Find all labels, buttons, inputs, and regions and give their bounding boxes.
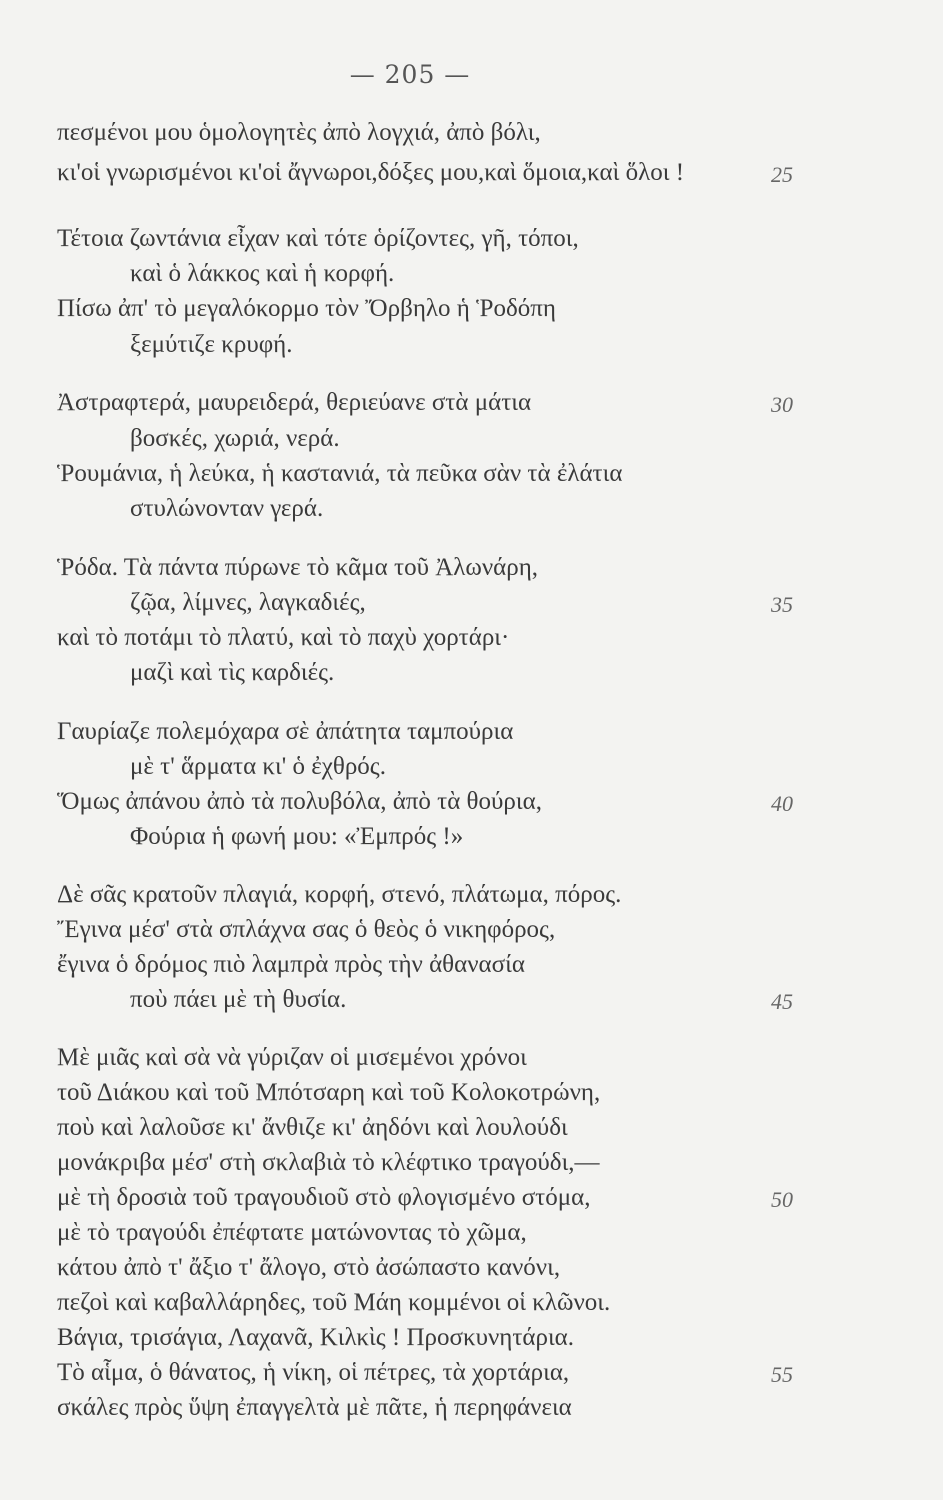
line-number: 55 xyxy=(771,1362,793,1387)
verse-line: Τὸ αἷμα, ὁ θάνατος, ἡ νίκη, οἱ πέτρες, τὰ χορτάρια, xyxy=(57,1359,570,1386)
verse-line: ξεμύτιζε κρυφή. xyxy=(130,331,293,358)
line-number: 30 xyxy=(771,392,793,417)
verse-line: Βάγια, τρισάγια, Λαχανᾶ, Κιλκὶς ! Προσκυνητάρια. xyxy=(57,1324,575,1351)
verse-line: τοῦ Διάκου καὶ τοῦ Μπότσαρη καὶ τοῦ Κολοκοτρώνη, xyxy=(57,1079,601,1106)
verse-line: μονάκριβα μέσ' στὴ σκλαβιὰ τὸ κλέφτικο τραγούδι,— xyxy=(57,1149,600,1176)
verse-line: μὲ τὸ τραγούδι ἐπέφτατε ματώνοντας τὸ χῶμα, xyxy=(57,1219,527,1246)
verse-line: ποὺ πάει μὲ τὴ θυσία. xyxy=(130,986,347,1013)
verse-line: Δὲ σᾶς κρατοῦν πλαγιά, κορφή, στενό, πλάτωμα, πόρος. xyxy=(57,881,622,908)
page-number: — 205 — xyxy=(349,60,471,89)
verse-line: μὲ τ' ἅρματα κι' ὁ ἐχθρός. xyxy=(130,753,386,780)
verse-line: Ἀστραφτερά, μαυρειδερά, θεριεύανε στὰ μάτια xyxy=(57,389,532,416)
verse-line: σκάλες πρὸς ὕψη ἐπαγγελτὰ μὲ πᾶτε, ἡ περηφάνεια xyxy=(57,1394,572,1421)
line-number: 25 xyxy=(771,162,793,187)
verse-line: μὲ τὴ δροσιὰ τοῦ τραγουδιοῦ στὸ φλογισμένο στόμα, xyxy=(57,1184,591,1211)
verse-line: καὶ τὸ ποτάμι τὸ πλατύ, καὶ τὸ παχὺ χορτάρι· xyxy=(57,624,510,651)
verse-line: Ὅμως ἀπάνου ἀπὸ τὰ πολυβόλα, ἀπὸ τὰ θούρια, xyxy=(57,788,542,815)
line-number: 40 xyxy=(771,791,793,816)
verse-line: κι'οἱ γνωρισμένοι κι'οἱ ἄγνωροι,δόξες μου,καὶ ὅμοια,καὶ ὅλοι ! xyxy=(57,159,685,186)
verse-line: μαζὶ καὶ τὶς καρδιές. xyxy=(130,659,335,686)
verse-line: κάτου ἀπὸ τ' ἄξιο τ' ἄλογο, στὸ ἀσώπαστο κανόνι, xyxy=(57,1254,561,1281)
verse-line: πεζοὶ καὶ καβαλλάρηδες, τοῦ Μάη κομμένοι οἱ κλῶνοι. xyxy=(57,1289,611,1316)
verse-line: καὶ ὁ λάκκος καὶ ἡ κορφή. xyxy=(130,260,395,287)
verse-line: Ἔγινα μέσ' στὰ σπλάχνα σας ὁ θεὸς ὁ νικηφόρος, xyxy=(57,916,556,943)
verse-line: Μὲ μιᾶς καὶ σὰ νὰ γύριζαν οἱ μισεμένοι χρόνοι xyxy=(57,1044,527,1071)
line-number: 45 xyxy=(771,989,793,1014)
verse-line: βοσκές, χωριά, νερά. xyxy=(130,425,340,452)
line-number: 50 xyxy=(771,1187,793,1212)
verse-line: Ῥουμάνια, ἡ λεύκα, ἡ καστανιά, τὰ πεῦκα σὰν τὰ ἐλάτια xyxy=(57,460,623,487)
verse-line: Φούρια ἡ φωνή μου: «Ἐμπρός !» xyxy=(130,823,464,850)
verse-line: Τέτοια ζωντάνια εἶχαν καὶ τότε ὁρίζοντες, γῆ, τόποι, xyxy=(57,225,579,252)
verse-line: Γαυρίαζε πολεμόχαρα σὲ ἀπάτητα ταμπούρια xyxy=(57,718,514,745)
verse-line: ποὺ καὶ λαλοῦσε κι' ἄνθιζε κι' ἀηδόνι καὶ λουλούδι xyxy=(57,1114,568,1141)
line-number: 35 xyxy=(771,592,793,617)
verse-line: ἔγινα ὁ δρόμος πιὸ λαμπρὰ πρὸς τὴν ἀθανασία xyxy=(57,951,525,978)
verse-line: Ῥόδα. Τὰ πάντα πύρωνε τὸ κᾶμα τοῦ Ἀλωνάρη, xyxy=(57,554,539,581)
verse-line: ζῷα, λίμνες, λαγκαδιές, xyxy=(130,589,366,616)
verse-line: στυλώνονταν γερά. xyxy=(130,495,324,522)
verse-line: πεσμένοι μου ὁμολογητὲς ἀπὸ λογχιά, ἀπὸ βόλι, xyxy=(57,119,541,146)
verse-line: Πίσω ἀπ' τὸ μεγαλόκορμο τὸν Ὄρβηλο ἡ Ῥοδόπη xyxy=(57,295,556,322)
